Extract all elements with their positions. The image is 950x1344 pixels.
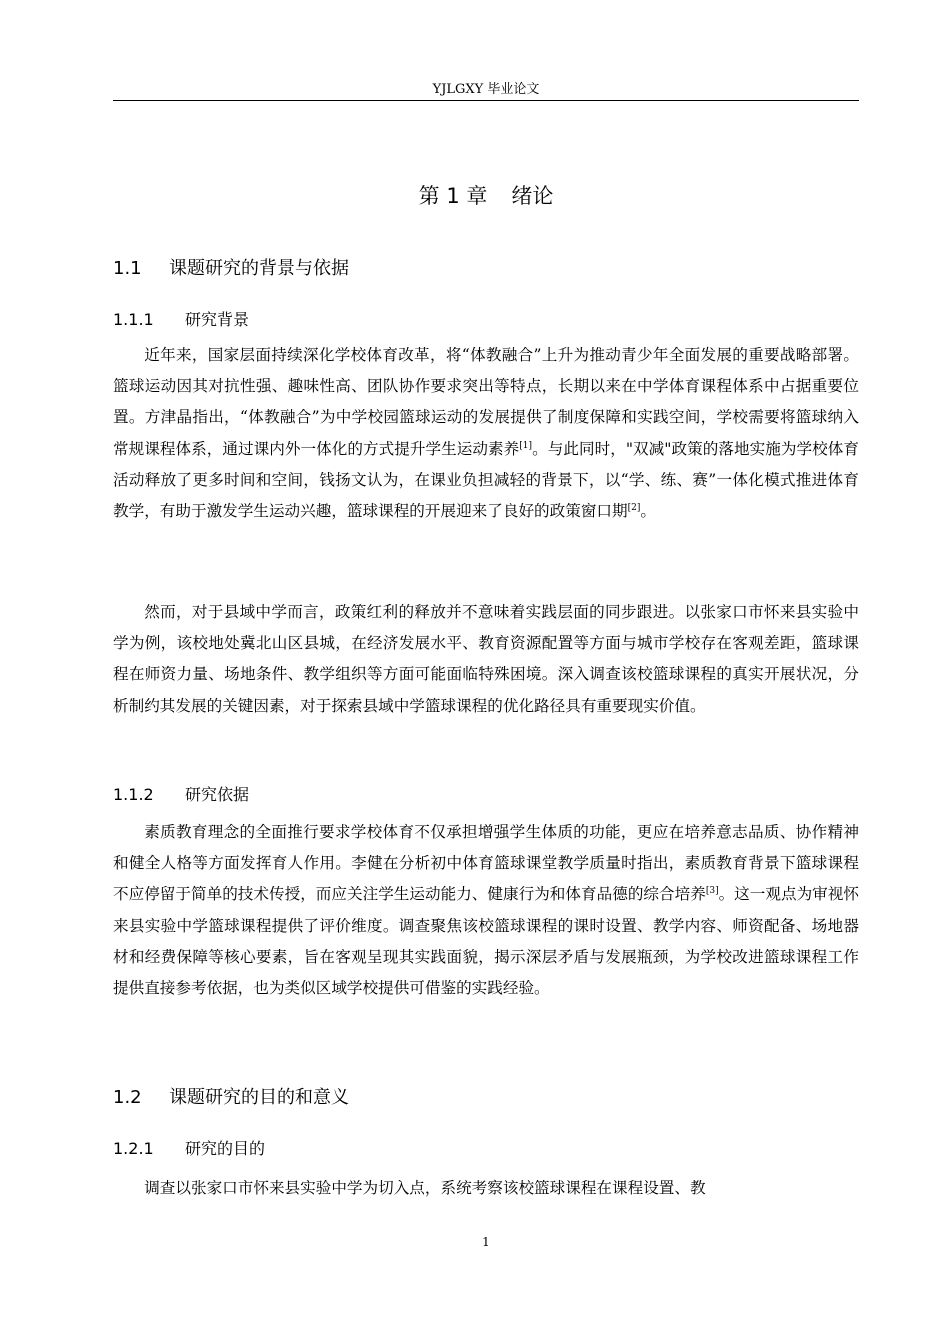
chapter-name: 绪论 xyxy=(511,184,554,208)
section-title: 研究的目的 xyxy=(185,1139,266,1158)
header-rule xyxy=(113,100,859,101)
section-1-1-2-heading xyxy=(113,782,249,805)
section-1-2-heading xyxy=(113,1083,349,1109)
page-header: YJLGXY 毕业论文 xyxy=(432,82,540,97)
section-1-1-heading xyxy=(113,254,349,280)
chapter-number: 第 1 章 xyxy=(418,184,488,208)
paragraph-background-1 xyxy=(113,340,859,527)
paragraph-text: 。 xyxy=(640,502,656,521)
paragraph-background-2: 然而，对于县域中学而言，政策红利的释放并不意味着实践层面的同步跟进。以张家口市怀来县实验中学为例，该校地处冀北山区县城，在经济发展水平、教育资源配置等方面与城市学校存在客观差距，篮球课程在师资力量、场地条件、教学组织等方面可能面临特殊困境。深入调查该校篮球课程的真实开展状况，分析制约其发展的关键因素，对于探索县域中学篮球课程的优化路径具有重要现实价值。 xyxy=(113,603,859,715)
citation-marker[interactable]: [2] xyxy=(627,502,641,513)
paragraph-text: 近年来，国家层面持续深化学校体育改革，将“体教融合”上升为推动青少年全面发展的重要战略部署。篮球运动因其对抗性强、趣味性高、团队协作要求突出等特点，长期以来在中学体育课程体系中占据重要位置。方津晶指出，“体教融合”为中学校园篮球运动的发展提供了制度保障和实践空间，学校需要将篮球纳入常规课程体系，通过课内外一体化的方式提升学生运动素养 xyxy=(113,346,859,458)
paragraph-purpose: 调查以张家口市怀来县实验中学为切入点，系统考察该校篮球课程在课程设置、教 xyxy=(144,1179,706,1197)
chapter-title xyxy=(113,180,859,210)
section-number: 1.2 xyxy=(113,1087,142,1108)
section-title: 课题研究的背景与依据 xyxy=(169,258,349,279)
section-number: 1.2.1 xyxy=(113,1139,154,1158)
section-number: 1.1.1 xyxy=(113,310,154,329)
section-title: 研究背景 xyxy=(185,310,250,329)
citation-marker[interactable]: [1] xyxy=(519,440,533,451)
section-number: 1.1.2 xyxy=(113,785,154,804)
section-1-2-1-heading xyxy=(113,1136,265,1159)
paragraph-text: 。与此同时，"双减"政策的落地实施为学校体育活动释放了更多时间和空间，钱扬文认为，在课业负担减轻的背景下，以“学、练、赛”一体化模式推进体育教学，有助于激发学生运动兴趣，篮球课程的开展迎来了良好的政策窗口期 xyxy=(113,439,859,521)
page-number: 1 xyxy=(482,1235,490,1249)
section-number: 1.1 xyxy=(113,258,142,279)
section-title: 课题研究的目的和意义 xyxy=(169,1087,349,1108)
paragraph-text: 。这一观点为审视怀来县实验中学篮球课程提供了评价维度。调查聚焦该校篮球课程的课时设置、教学内容、师资配备、场地器材和经费保障等核心要素，旨在客观呈现其实践面貌，揭示深层矛盾与发展瓶颈，为学校改进篮球课程工作提供直接参考依据，也为类似区域学校提供可借鉴的实践经验。 xyxy=(113,885,859,998)
section-title: 研究依据 xyxy=(185,785,250,804)
paragraph-text: 素质教育理念的全面推行要求学校体育不仅承担增强学生体质的功能，更应在培养意志品质、协作精神和健全人格等方面发挥育人作用。李健在分析初中体育篮球课堂教学质量时指出，素质教育背景下篮球课程不应停留于简单的技术传授，而应关注学生运动能力、健康行为和体育品德的综合培养 xyxy=(113,823,859,904)
citation-marker[interactable]: [3] xyxy=(705,886,719,897)
section-1-1-1-heading xyxy=(113,307,249,330)
paragraph-basis xyxy=(113,817,859,1004)
